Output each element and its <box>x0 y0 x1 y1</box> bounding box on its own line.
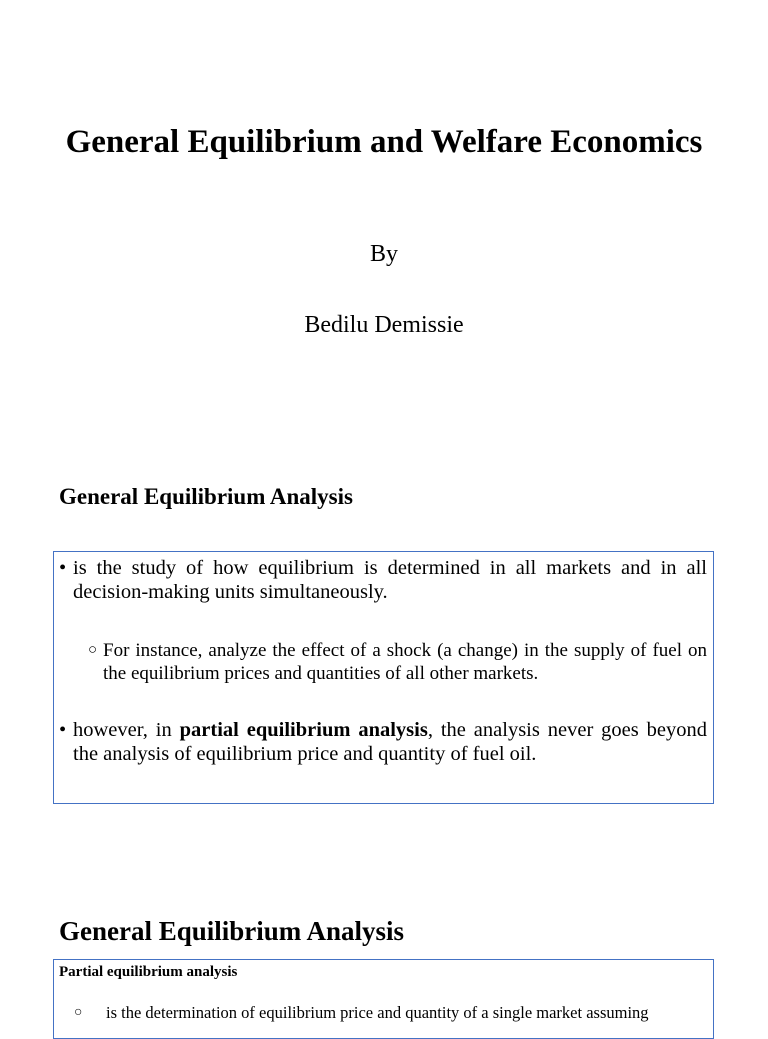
author-name: Bedilu Demissie <box>304 312 464 338</box>
box-subheading: Partial equilibrium analysis <box>59 964 238 980</box>
by-line: By <box>369 241 398 267</box>
title-slide <box>0 0 768 430</box>
bullet-partial-contrast <box>59 718 707 766</box>
sub-bullet-partial-definition: ○ is the determination of equilibrium price and quantity of a single market assuming <box>74 1003 708 1023</box>
content-box <box>53 551 714 804</box>
sub-bullet-example: ○ For instance, analyze the effect of a shock (a change) in the supply of fuel on the equilibrium prices and quantities of all other markets. <box>88 639 707 685</box>
bullet-bold-term: partial equilibrium analysis <box>179 719 428 741</box>
content-box <box>53 959 714 1039</box>
slide-heading: General Equilibrium Analysis <box>59 916 405 946</box>
bullet-definition: • is the study of how equilibrium is determined in all markets and in all decision-making units simultaneously. <box>59 556 707 604</box>
document-title: General Equilibrium and Welfare Economics <box>65 124 703 160</box>
bullet-text-pre: however, in <box>73 719 180 741</box>
bullet-text-post: , the analysis never goes beyond the analysis of equilibrium price and quantity of fuel oil. <box>73 719 707 765</box>
slide-heading: General Equilibrium Analysis <box>59 484 353 509</box>
